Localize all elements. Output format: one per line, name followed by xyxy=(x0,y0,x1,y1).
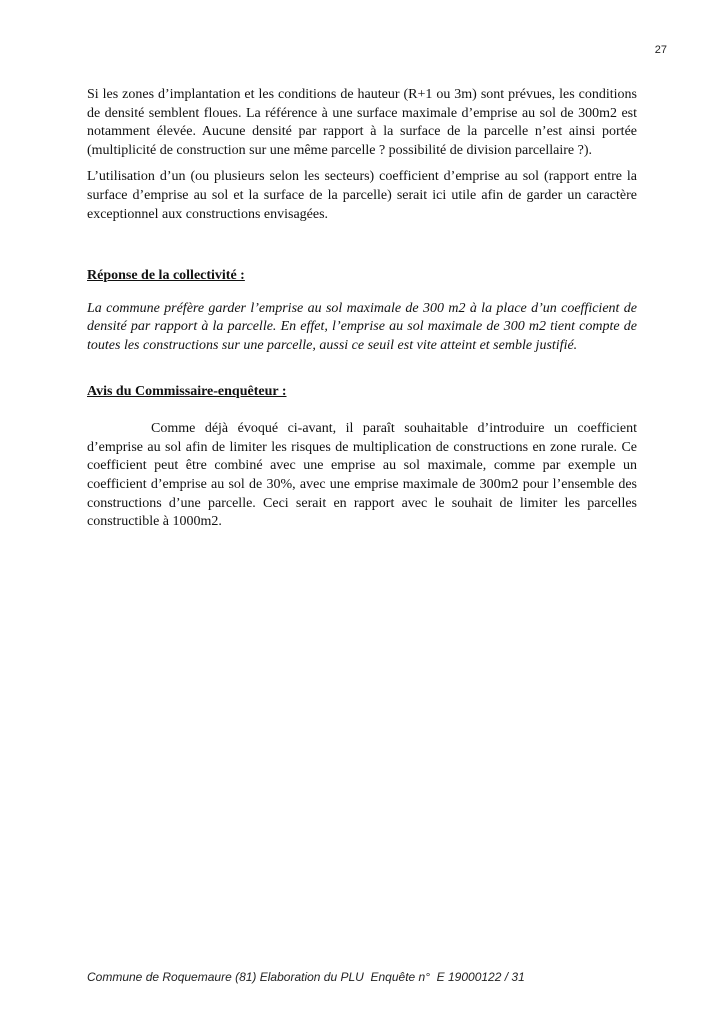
page-footer: Commune de Roquemaure (81) Elaboration du PLU Enquête n° E 19000122 / 31 xyxy=(87,970,525,984)
page-number: 27 xyxy=(654,44,667,56)
response-heading: Réponse de la collectivité : xyxy=(87,268,245,284)
opinion-heading: Avis du Commissaire-enquêteur : xyxy=(87,383,287,399)
opinion-text: Comme déjà évoqué ci-avant, il paraît souhaitable d’introduire un coefficient d’emprise au sol afin de limiter les risques de multiplication de constructions en zone rurale. Ce coefficient peut être combiné avec une emprise au sol maximale, comme par exemple un coefficient d’emprise au sol de 30%, avec une emprise maximale de 300m2 pour l’ensemble des constructions d’une parcelle. Ceci serait en rapport avec le souhait de limiter les parcelles constructible à 1000m2. xyxy=(87,421,637,530)
paragraph-density-remark: Si les zones d’implantation et les conditions de hauteur (R+1 ou 3m) sont prévues, les conditions de densité semblent floues. La référence à une surface maximale d’emprise au sol de 300m2 est notamment élevée. Aucune densité par rapport à la surface de la parcelle n’est ainsi portée (multiplicité de construction sur une même parcelle ? possibilité de division parcellaire ?). xyxy=(87,87,637,158)
document-body xyxy=(87,86,637,532)
paragraph-ces-suggestion: L’utilisation d’un (ou plusieurs selon les secteurs) coefficient d’emprise au sol (rapport entre la surface d’emprise au sol et la surface de la parcelle) serait ici utile afin de garder un caractère exceptionnel aux constructions envisagées. xyxy=(87,169,637,222)
response-text: La commune préfère garder l’emprise au sol maximale de 300 m2 à la place d’un coefficient de densité par rapport à la parcelle. En effet, l’emprise au sol maximale de 300 m2 tient compte de toutes les constructions sur une parcelle, aussi ce seuil est vite atteint et semble justifié. xyxy=(87,300,637,353)
